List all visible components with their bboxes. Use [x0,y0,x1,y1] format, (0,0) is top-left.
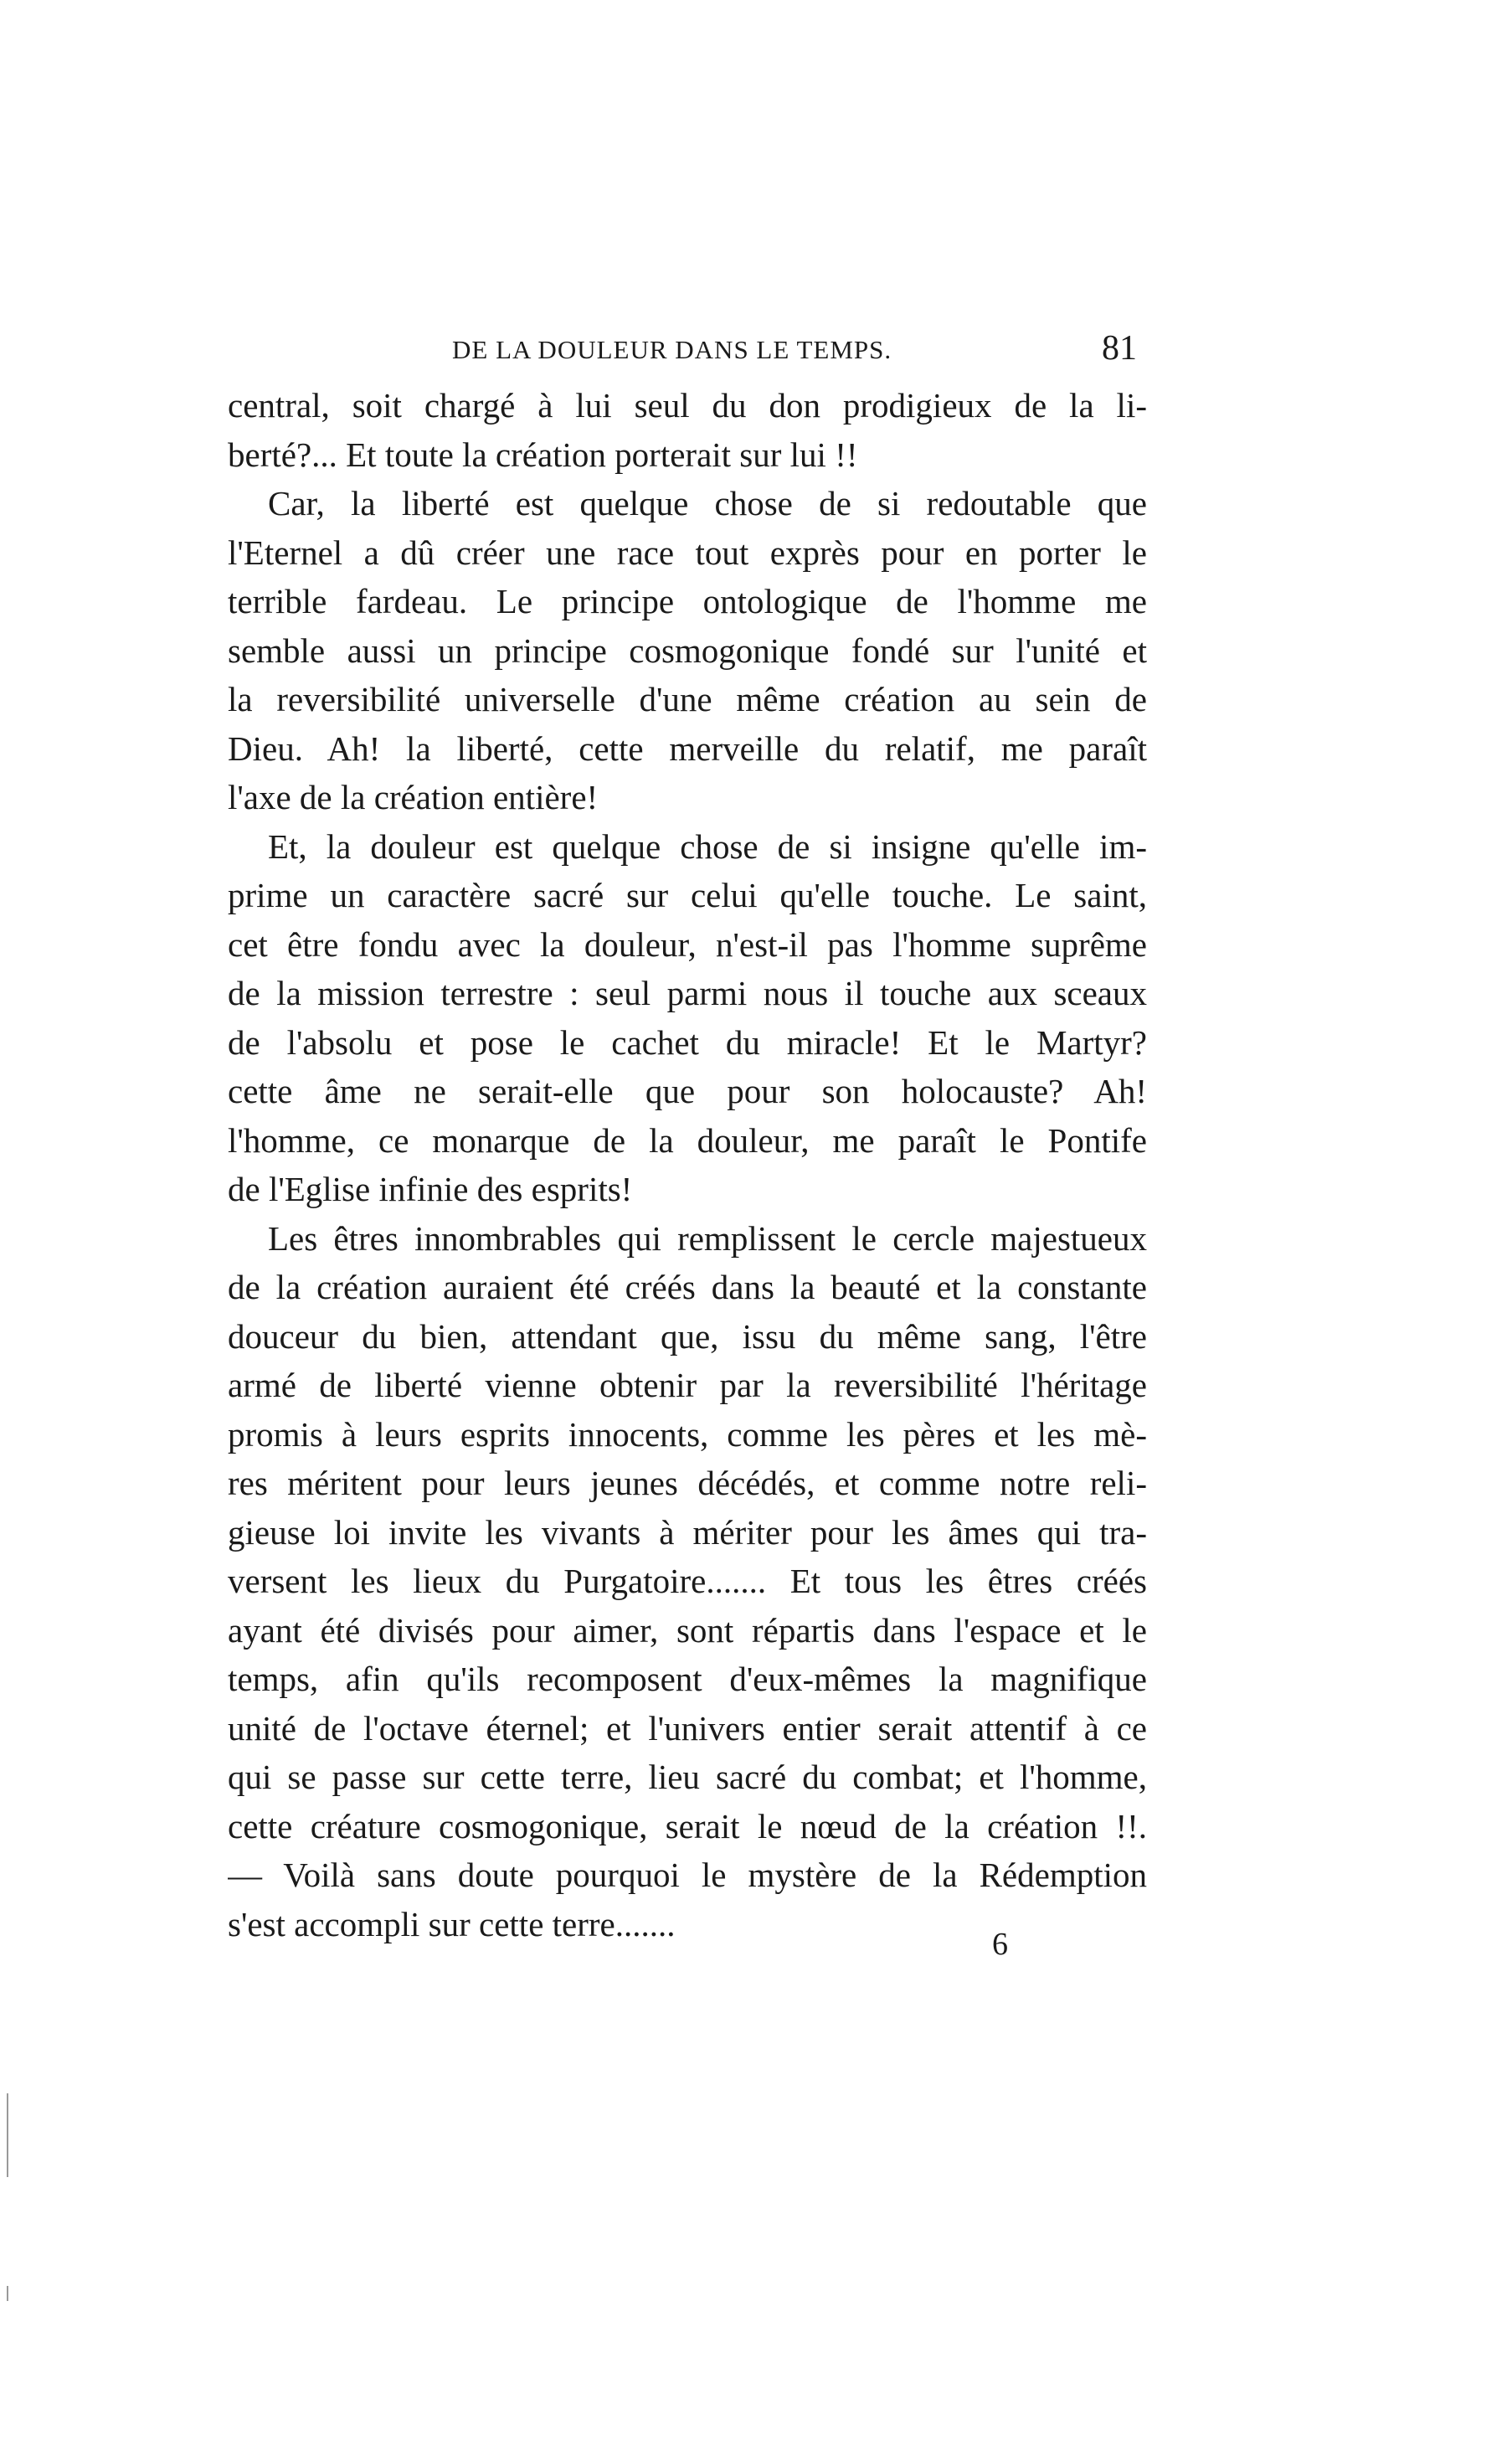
text-line: cet être fondu avec la douleur, n'est-il pas l'homme suprême [228,924,1147,964]
running-head [226,328,1145,378]
text-line: de la mission terrestre : seul parmi nous il touche aux sceaux [228,974,1147,1012]
text-line: Et, la douleur est quelque chose de si insigne qu'elle im- [268,826,1147,866]
running-title: DE LA DOULEUR DANS LE TEMPS. [452,335,892,364]
text-line: de la création auraient été créés dans la beauté et la constante [228,1268,1147,1306]
text-line: semble aussi un principe cosmogonique fondé sur l'unité et [228,631,1147,670]
text-line: de l'Eglise infinie des esprits! [228,1170,633,1208]
body-text [228,381,1147,1948]
text-line: cette âme ne serait-elle que pour son holocauste? Ah! [228,1072,1147,1110]
text-line: cette créature cosmogonique, serait le nœud de la création !!. [228,1806,1147,1845]
text-line: s'est accompli sur cette terre....... [228,1904,676,1943]
text-line: promis à leurs esprits innocents, comme les pères et les mè- [228,1414,1147,1454]
text-line: la reversibilité universelle d'une même création au sein de [228,680,1147,718]
text-line: — Voilà sans doute pourquoi le mystère de la Rédemption [228,1856,1147,1894]
text-line: terrible fardeau. Le principe ontologique de l'homme me [228,582,1147,620]
text-line: qui se passe sur cette terre, lieu sacré du combat; et l'homme, [228,1758,1147,1796]
text-line: central, soit chargé à lui seul du don prodigieux de la li- [228,386,1147,425]
text-line: armé de liberté vienne obtenir par la reversibilité l'héritage [228,1366,1147,1404]
text-line: l'axe de la création entière! [228,778,599,816]
text-line: ayant été divisés pour aimer, sont répartis dans l'espace et le [228,1610,1147,1650]
text-line: berté?... Et toute la création porterait sur lui !! [228,435,858,474]
text-line: res méritent pour leurs jeunes décédés, et comme notre reli- [228,1464,1147,1502]
text-line: unité de l'octave éternel; et l'univers entier serait attentif à ce [228,1708,1147,1748]
text-line: gieuse loi invite les vivants à mériter pour les âmes qui tra- [228,1512,1147,1552]
signature-mark: 6 [992,1927,1008,1962]
text-line: versent les lieux du Purgatoire....... Et tous les êtres créés [228,1562,1147,1600]
text-line: temps, afin qu'ils recomposent d'eux-mêmes la magnifique [228,1660,1147,1698]
page-number: 81 [1102,329,1137,368]
text-line: l'Eternel a dû créer une race tout exprès pour en porter le [228,533,1147,572]
text-line: de l'absolu et pose le cachet du miracle! Et le Martyr? [228,1022,1147,1062]
text-line: Les êtres innombrables qui remplissent le cercle majestueux [268,1218,1147,1258]
text-line: Car, la liberté est quelque chose de si redoutable que [268,484,1147,522]
text-line: prime un caractère sacré sur celui qu'elle touche. Le saint, [228,876,1147,914]
scan-margin-mark [7,2286,8,2301]
text-line: douceur du bien, attendant que, issu du même sang, l'être [228,1316,1147,1356]
scan-margin-mark [7,2093,8,2177]
text-line: l'homme, ce monarque de la douleur, me paraît le Pontife [228,1120,1147,1160]
text-line: Dieu. Ah! la liberté, cette merveille du relatif, me paraît [228,728,1147,768]
